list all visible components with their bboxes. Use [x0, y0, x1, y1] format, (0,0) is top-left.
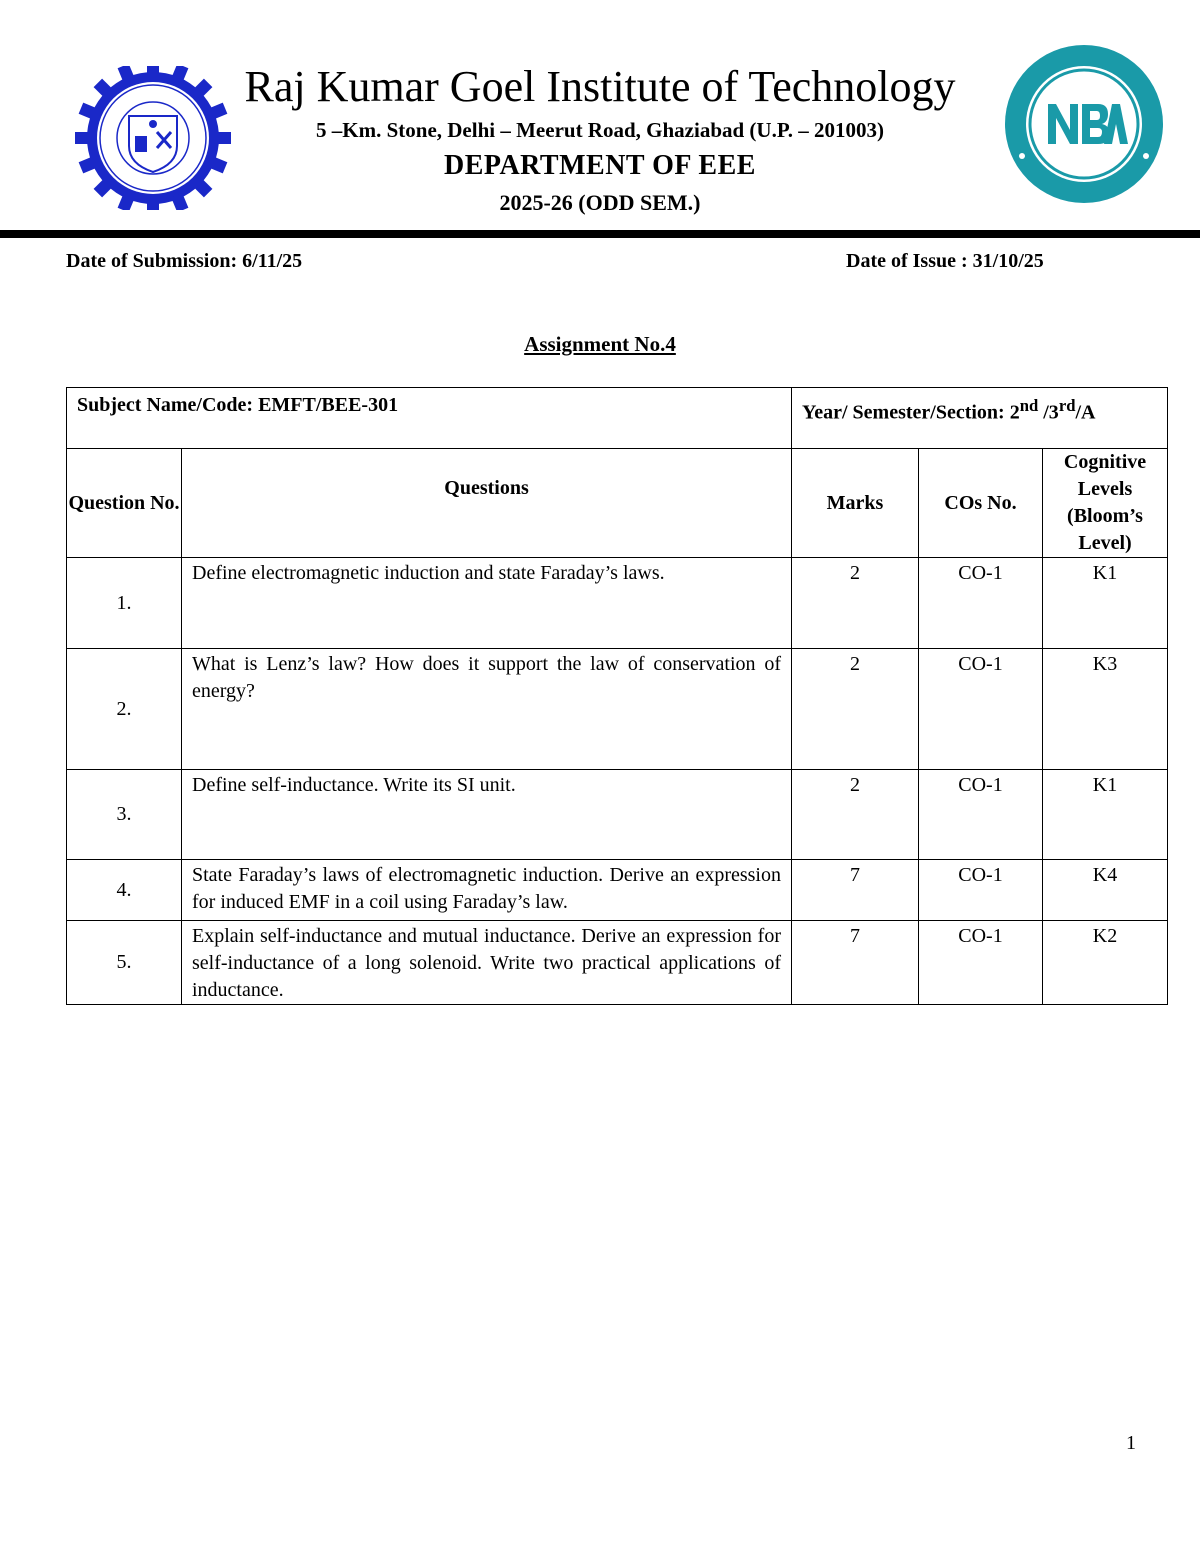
- year-section-cell: [792, 388, 1168, 449]
- department-title: DEPARTMENT OF EEE: [444, 150, 756, 181]
- institute-address: 5 –Km. Stone, Delhi – Meerut Road, Ghaziabad (U.P. – 201003): [316, 118, 884, 142]
- semester-sup: rd: [1058, 396, 1076, 415]
- cognitive-header: Cognitive Levels (Bloom’s Level): [1043, 449, 1168, 558]
- table-row: [67, 649, 1168, 770]
- question-number: 1.: [67, 558, 182, 649]
- question-text: What is Lenz’s law? How does it support the law of conservation of energy?: [182, 649, 792, 770]
- issue-date: Date of Issue : 31/10/25: [846, 250, 1044, 272]
- marks-value: 7: [792, 860, 919, 921]
- assignment-table: [66, 387, 1168, 1005]
- info-row: [67, 388, 1168, 449]
- marks-value: 7: [792, 921, 919, 1005]
- questions-header: Questions: [182, 449, 792, 558]
- level-value: K1: [1043, 558, 1168, 649]
- question-text: Define self-inductance. Write its SI unit.: [182, 770, 792, 860]
- semester-value: /3: [1038, 401, 1059, 424]
- institute-name: Raj Kumar Goel Institute of Technology: [244, 62, 956, 111]
- session-title: 2025-26 (ODD SEM.): [499, 190, 701, 215]
- marks-value: 2: [792, 770, 919, 860]
- co-value: CO-1: [919, 860, 1043, 921]
- level-value: K2: [1043, 921, 1168, 1005]
- question-number: 4.: [67, 860, 182, 921]
- subject-cell: Subject Name/Code: EMFT/BEE-301: [67, 388, 792, 449]
- question-text: State Faraday’s laws of electromagnetic induction. Derive an expression for induced EMF in a coil using Faraday’s law.: [182, 860, 792, 921]
- table-row: [67, 770, 1168, 860]
- level-value: K4: [1043, 860, 1168, 921]
- co-value: CO-1: [919, 770, 1043, 860]
- question-no-header: Question No.: [67, 449, 182, 558]
- marks-value: 2: [792, 558, 919, 649]
- question-number: 5.: [67, 921, 182, 1005]
- question-number: 2.: [67, 649, 182, 770]
- table-row: [67, 860, 1168, 921]
- marks-header: Marks: [792, 449, 919, 558]
- year-section-prefix: Year/ Semester/Section:: [802, 401, 1010, 424]
- level-value: K3: [1043, 649, 1168, 770]
- assignment-title-text: Assignment No.4: [524, 332, 676, 356]
- table-row: [67, 921, 1168, 1005]
- header-divider: [0, 230, 1200, 238]
- co-value: CO-1: [919, 649, 1043, 770]
- year-value: 2: [1009, 401, 1020, 424]
- submission-date: Date of Submission: 6/11/25: [66, 250, 303, 272]
- assignment-title: [0, 332, 1200, 357]
- question-text: Define electromagnetic induction and state Faraday’s laws.: [182, 558, 792, 649]
- page-number: 1: [1126, 1432, 1136, 1454]
- nba-logo-icon: [1004, 42, 1164, 206]
- college-logo-icon: [74, 66, 232, 210]
- co-value: CO-1: [919, 921, 1043, 1005]
- question-number: 3.: [67, 770, 182, 860]
- year-sup: nd: [1019, 396, 1039, 415]
- co-value: CO-1: [919, 558, 1043, 649]
- marks-value: 2: [792, 649, 919, 770]
- section-value: /A: [1075, 401, 1096, 424]
- level-value: K1: [1043, 770, 1168, 860]
- table-row: [67, 558, 1168, 649]
- header-row: [67, 449, 1168, 558]
- question-text: Explain self-inductance and mutual inductance. Derive an expression for self-inductance of a long solenoid. Write two practical applications of inductance.: [182, 921, 792, 1005]
- cos-header: COs No.: [919, 449, 1043, 558]
